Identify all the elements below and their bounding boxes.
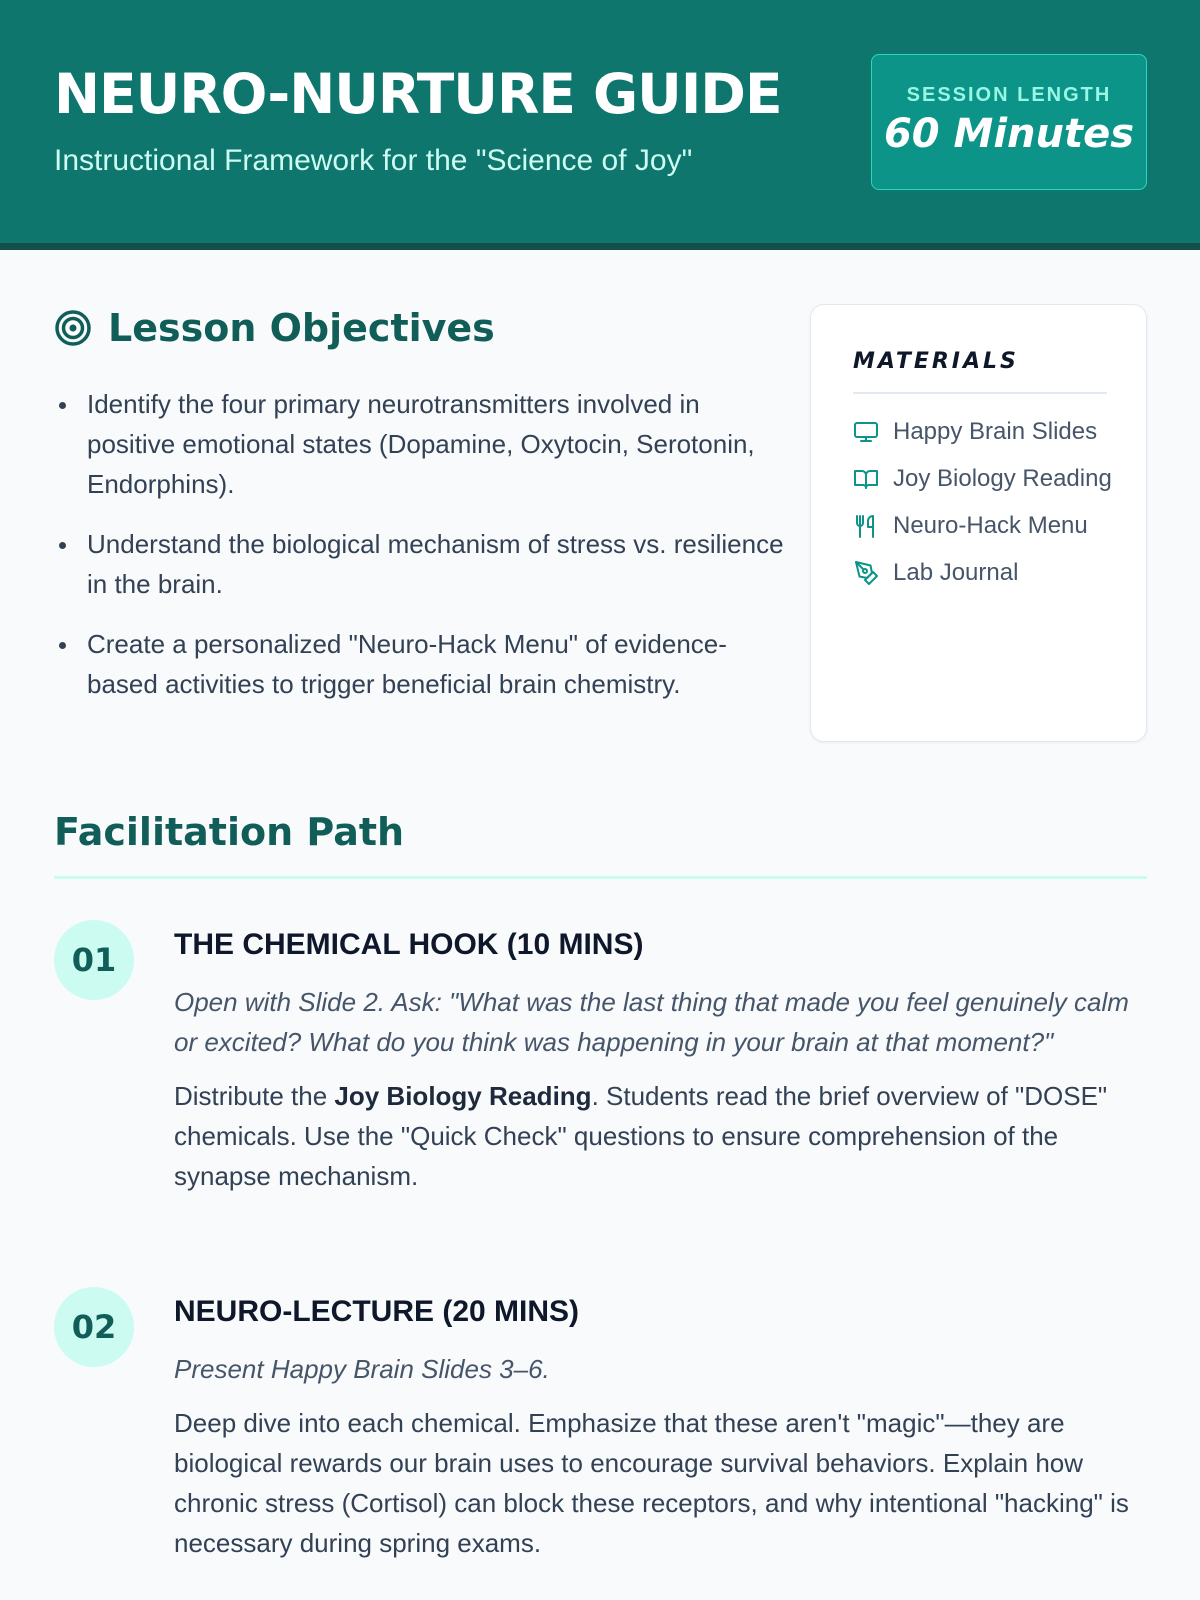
step-body bbox=[174, 1287, 1149, 1563]
lesson-objectives-heading bbox=[54, 306, 495, 350]
step-number-badge: 02 bbox=[54, 1287, 134, 1367]
session-length-badge bbox=[871, 54, 1147, 190]
step-description-emphasis: Joy Biology Reading bbox=[334, 1081, 592, 1111]
materials-divider bbox=[853, 392, 1107, 394]
objective-item: Understand the biological mechanism of stress vs. resilience in the brain. bbox=[54, 524, 784, 604]
session-length-value: 60 Minutes bbox=[883, 111, 1135, 157]
step-instruction: Present Happy Brain Slides 3–6. bbox=[174, 1354, 550, 1384]
facilitation-path-title: Facilitation Path bbox=[54, 810, 405, 854]
page-title: NEURO-NURTURE GUIDE bbox=[54, 62, 782, 126]
facilitation-divider bbox=[54, 876, 1147, 879]
page-header bbox=[0, 0, 1200, 250]
book-icon bbox=[853, 466, 879, 492]
material-label: Lab Journal bbox=[893, 559, 1019, 586]
step-instruction: Open with Slide 2. Ask: "What was the last thing that made you feel genuinely calm or excited? What do you think was happening in your brain at that moment?" bbox=[174, 987, 1129, 1057]
materials-title: MATERIALS bbox=[853, 349, 1019, 374]
step-description-text: Distribute the bbox=[174, 1081, 335, 1111]
page-subtitle: Instructional Framework for the "Science of Joy" bbox=[54, 144, 693, 177]
utensils-icon bbox=[853, 513, 879, 539]
material-item-menu bbox=[853, 509, 1123, 542]
material-label: Joy Biology Reading bbox=[893, 465, 1112, 492]
target-icon bbox=[54, 309, 92, 347]
objectives-list bbox=[54, 384, 784, 724]
session-length-label: SESSION LENGTH bbox=[906, 84, 1112, 106]
material-item-journal bbox=[853, 556, 1123, 589]
pen-icon bbox=[853, 560, 879, 586]
step-title: THE CHEMICAL HOOK (10 MINS) bbox=[174, 928, 644, 961]
step-description: Deep dive into each chemical. Emphasize that these aren't "magic"—they are biological rewards our brain uses to encourage survival behaviors. Explain how chronic stress (Cortisol) can block these receptors, and why intentional "hacking" is necessary during spring exams. bbox=[174, 1408, 1129, 1558]
objective-item: Create a personalized "Neuro-Hack Menu" of evidence-based activities to trigger beneficial brain chemistry. bbox=[54, 624, 784, 704]
step-description-text: . Students read the brief overview of "DOSE" chemicals. Use the "Quick Check" questions to ensure comprehension of the synapse mechanism. bbox=[174, 1081, 1108, 1191]
step-body bbox=[174, 920, 1149, 1196]
lesson-objectives-title: Lesson Objectives bbox=[108, 306, 495, 350]
material-label: Neuro-Hack Menu bbox=[893, 512, 1088, 539]
material-label: Happy Brain Slides bbox=[893, 418, 1098, 445]
step-number-badge: 01 bbox=[54, 920, 134, 1000]
materials-list bbox=[853, 415, 1123, 603]
material-item-reading bbox=[853, 462, 1123, 495]
objective-item: Identify the four primary neurotransmitters involved in positive emotional states (Dopamine, Oxytocin, Serotonin, Endorphins). bbox=[54, 384, 784, 504]
presentation-icon bbox=[853, 419, 879, 445]
material-item-slides bbox=[853, 415, 1123, 448]
step-description bbox=[174, 1076, 1149, 1196]
materials-card bbox=[810, 304, 1147, 742]
step-title: NEURO-LECTURE (20 MINS) bbox=[174, 1295, 580, 1328]
